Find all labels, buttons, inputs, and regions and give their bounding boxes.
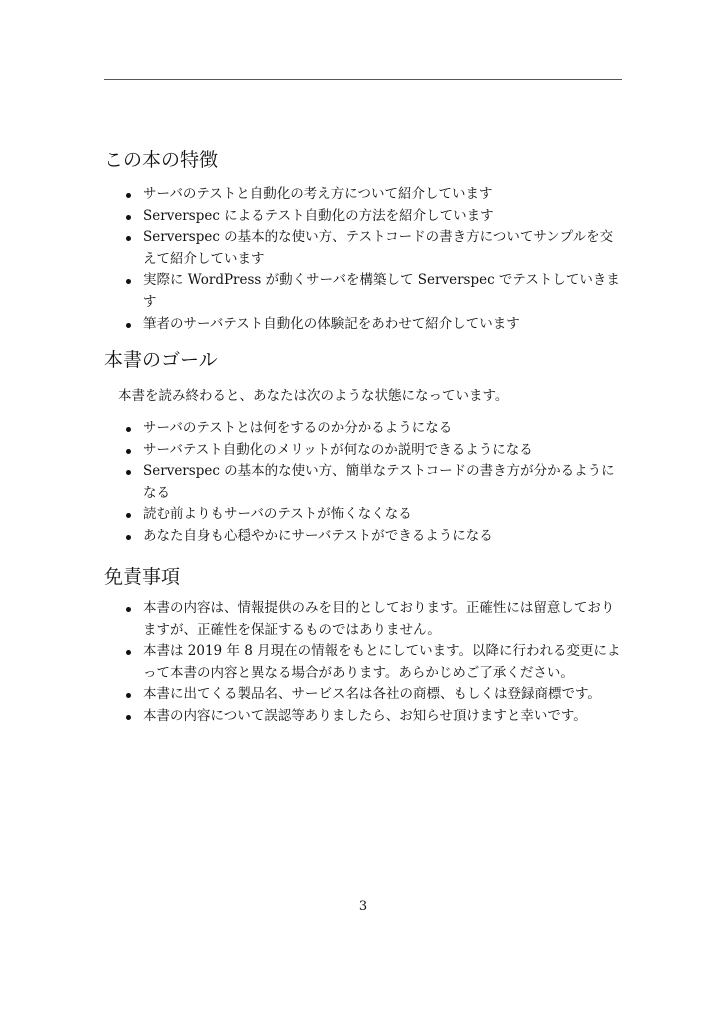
features-list <box>143 184 625 335</box>
list-item: 本書は 2019 年 8 月現在の情報をもとにしています。以降に行われる変更によって本書の内容と異なる場合があります。あらかじめご了承ください。 <box>143 641 625 684</box>
list-item: サーバのテストとは何をするのか分かるようになる <box>143 418 625 440</box>
section-heading-disclaimer: 免責事項 <box>104 566 181 588</box>
list-item: Serverspec によるテスト自動化の方法を紹介しています <box>143 206 625 228</box>
list-item: 本書の内容について誤認等ありましたら、お知らせ頂けますと幸いです。 <box>143 706 625 728</box>
list-item: あなた自身も心穏やかにサーバテストができるようになる <box>143 526 625 548</box>
list-item: Serverspec の基本的な使い方、簡単なテストコードの書き方が分かるようになる <box>143 461 625 504</box>
list-item: Serverspec の基本的な使い方、テストコードの書き方についてサンプルを交えて紹介しています <box>143 227 625 270</box>
page-number: 3 <box>358 899 368 914</box>
list-item: 読む前よりもサーバのテストが怖くなくなる <box>143 504 625 526</box>
disclaimer-list <box>143 598 625 728</box>
section-heading-goals: 本書のゴール <box>104 349 218 371</box>
list-item: サーバテスト自動化のメリットが何なのか説明できるようになる <box>143 440 625 462</box>
list-item: サーバのテストと自動化の考え方について紹介しています <box>143 184 625 206</box>
list-item: 筆者のサーバテスト自動化の体験記をあわせて紹介しています <box>143 314 625 336</box>
list-item: 本書の内容は、情報提供のみを目的としております。正確性には留意しておりますが、正確性を保証するものではありません。 <box>143 598 625 641</box>
list-item: 本書に出てくる製品名、サービス名は各社の商標、もしくは登録商標です。 <box>143 684 625 706</box>
list-item: 実際に WordPress が動くサーバを構築して Serverspec でテストしていきます <box>143 270 625 313</box>
goals-list <box>143 418 625 548</box>
header-rule <box>104 79 622 80</box>
goals-intro: 本書を読み終わると、あなたは次のような状態になっています。 <box>118 388 509 404</box>
section-heading-features: この本の特徴 <box>104 149 219 171</box>
